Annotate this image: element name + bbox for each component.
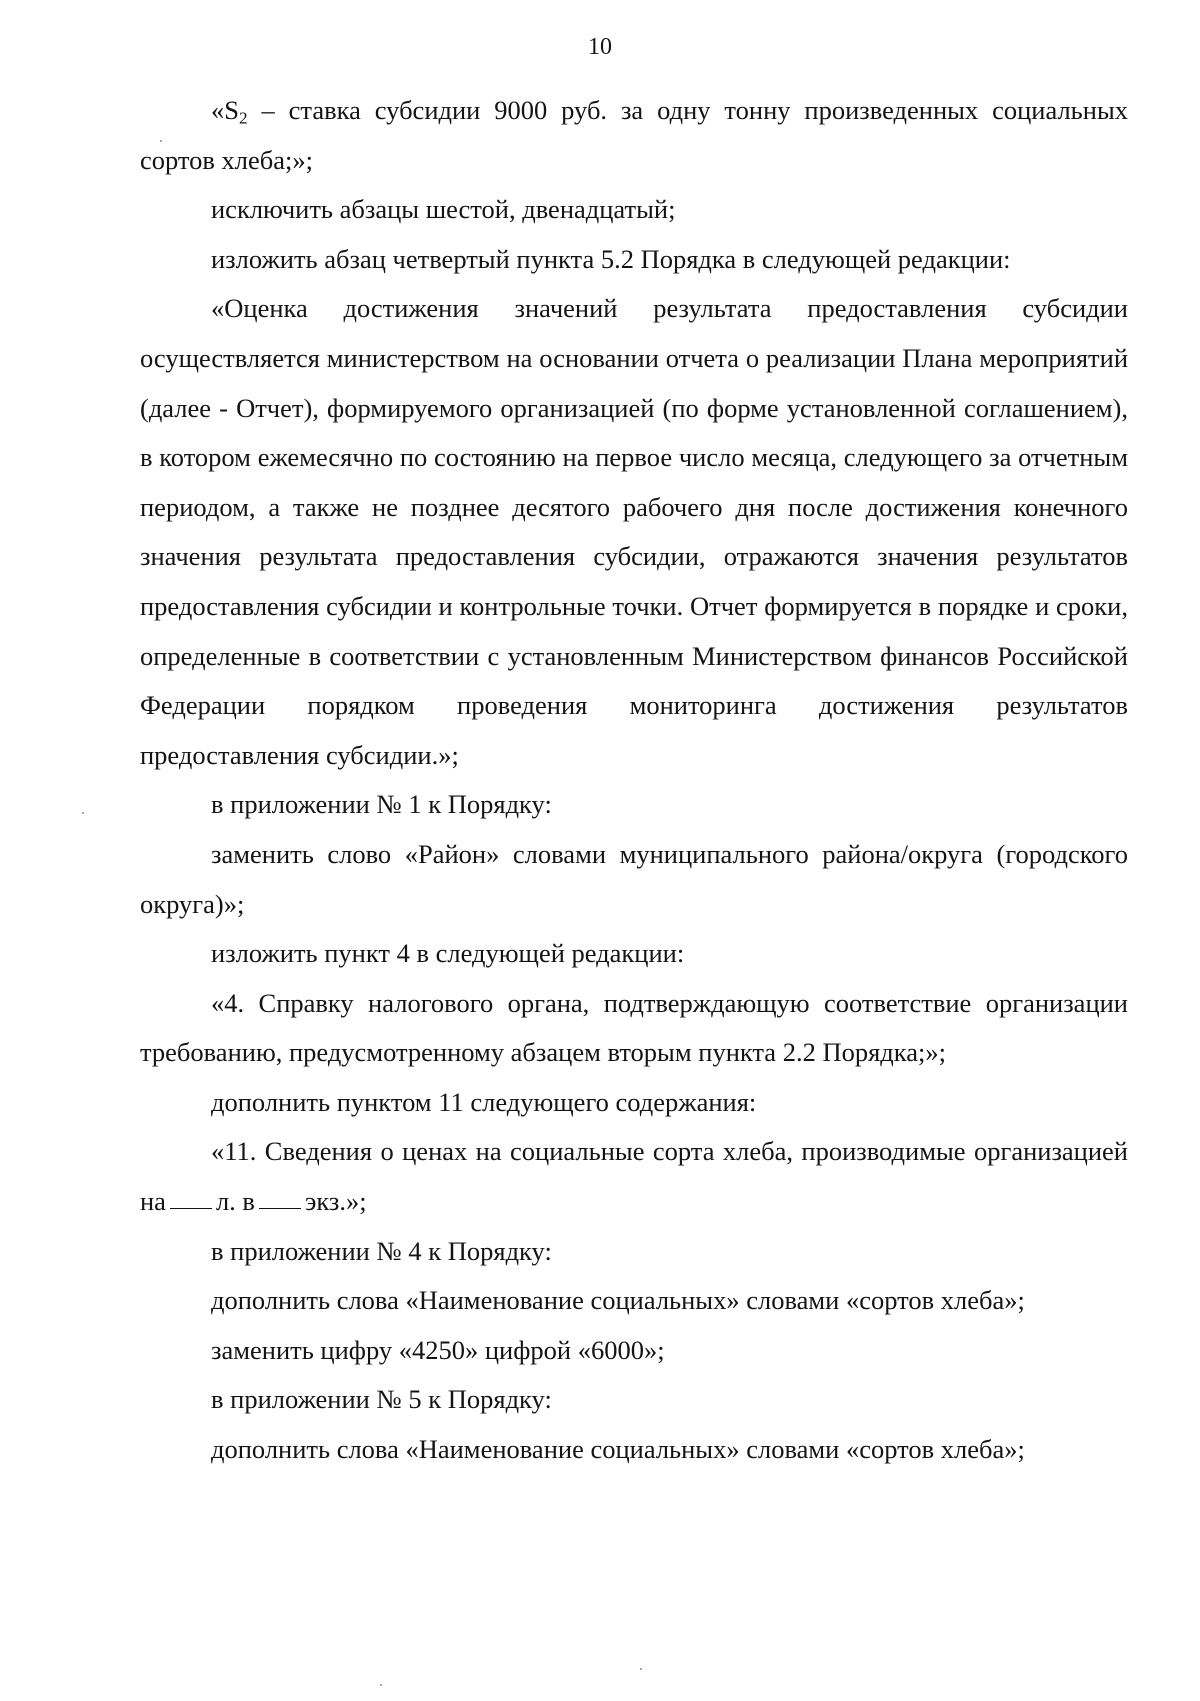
paragraph-assessment-text: «Оценка достижения значений результата предоставления субсидии осуществляется министерством на основании отчета о реализации Плана мероприятий (далее - Отчет), формируемого организацией (по форме установленной соглашением), в котором ежемесячно по состоянию на первое число месяца, следующего за отчетным периодом, а также не позднее десятого рабочего дня после достижения конечного значения результата предоставления субсидии, отражаются значения результатов предоставления субсидии и контрольные точки. Отчет формируется в порядке и сроки, определенные в соответствии с установленным Министерством финансов Российской Федерации порядком проведения мониторинга достижения результатов предоставления субсидии.»;	[140, 293, 1128, 770]
paragraph-replace-word: заменить слово «Район» словами муниципального района/округа (городского округа)»;	[140, 838, 1128, 919]
paragraph-exclude-clauses: исключить абзацы шестой, двенадцатый;	[211, 194, 676, 225]
text-fragment: «S	[211, 95, 239, 125]
document-body	[140, 86, 1128, 1475]
text-fragment: – ставка субсидии 9000 руб. за одну тонну произведенных социальных сортов хлеба;»;	[140, 95, 1128, 175]
paragraph-subsidy-rate	[140, 86, 1128, 185]
paragraph-appendix-1: в приложении № 1 к Порядку:	[211, 789, 552, 820]
scan-speck	[82, 812, 84, 814]
scan-speck	[380, 1684, 382, 1686]
paragraph-add-item-11: дополнить пунктом 11 следующего содержания:	[211, 1086, 757, 1117]
subscript-index: 2	[239, 108, 248, 128]
scan-speck	[160, 140, 162, 142]
text-fragment: л. в	[215, 1186, 255, 1217]
text-fragment: экз.»;	[304, 1186, 367, 1217]
page-number: 10	[588, 34, 612, 60]
paragraph-add-words-bread-final: дополнить слова «Наименование социальных» словами «сортов хлеба»;	[211, 1434, 1025, 1465]
paragraph-replace-number: заменить цифру «4250» цифрой «6000»;	[211, 1334, 665, 1365]
paragraph-restate-clause: изложить абзац четвертый пункта 5.2 Порядка в следующей редакции:	[211, 243, 1011, 274]
text-fragment: «11. Сведения о ценах на социальные сорта хлеба, производимые организацией на	[140, 1136, 1128, 1217]
paragraph-restate-item-4: изложить пункт 4 в следующей редакции:	[211, 938, 685, 969]
paragraph-item-4-text: «4. Справку налогового органа, подтверждающую соответствие организации требованию, предусмотренному абзацем вторым пункта 2.2 Порядка;»;	[140, 987, 1128, 1068]
fill-in-blank	[259, 1208, 301, 1209]
paragraph-item-11-text	[140, 1127, 1128, 1226]
fill-in-blank	[170, 1208, 212, 1209]
scan-speck	[640, 1668, 642, 1670]
paragraph-add-words-bread: дополнить слова «Наименование социальных» словами «сортов хлеба»;	[211, 1285, 1025, 1316]
paragraph-appendix-4: в приложении № 4 к Порядку:	[211, 1235, 552, 1266]
paragraph-appendix-5: в приложении № 5 к Порядку:	[211, 1384, 552, 1415]
